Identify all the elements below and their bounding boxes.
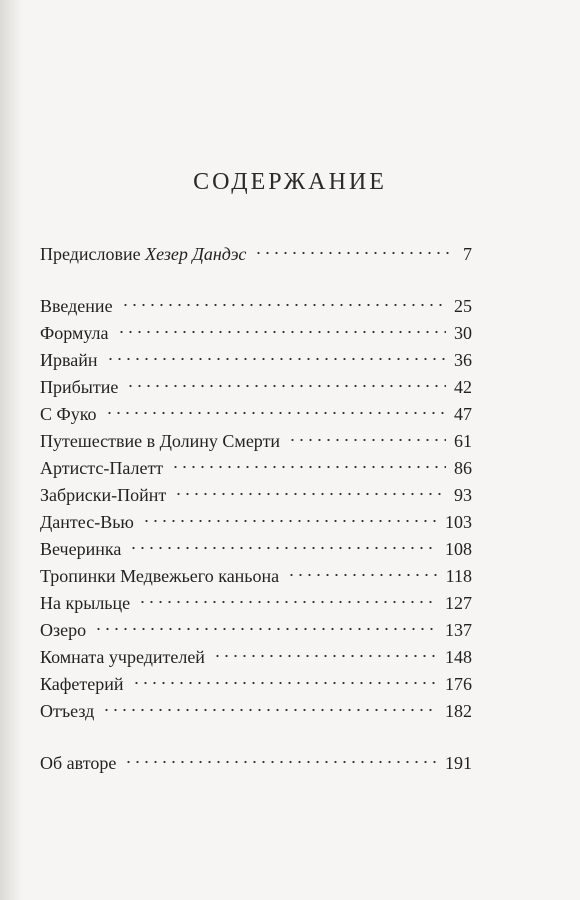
toc-entry (40, 509, 472, 535)
page-gutter-shadow (0, 0, 22, 900)
toc-entry-page: 127 (445, 593, 472, 613)
toc-entry-page: 176 (445, 674, 472, 694)
toc-entry (40, 698, 472, 724)
dot-leader (129, 546, 437, 550)
toc-entry-label: Артистс-Палетт (40, 458, 164, 478)
toc-entry-label: Формула (40, 323, 109, 343)
toc-entry (40, 617, 472, 643)
toc-entry-label: Кафетерий (40, 674, 124, 694)
toc-entry-label: Озеро (40, 620, 87, 640)
dot-leader (121, 303, 446, 307)
toc-entry (40, 671, 472, 697)
page-title: СОДЕРЖАНИЕ (193, 169, 387, 196)
toc-entry-label: На крыльце (40, 593, 131, 613)
dot-leader (288, 438, 446, 442)
dot-leader (142, 519, 437, 523)
toc-entry (40, 320, 472, 346)
dot-leader (213, 654, 437, 658)
toc-entry-label: Вечеринка (40, 539, 122, 559)
toc-entry-page: 191 (445, 753, 472, 773)
toc-entry-label: Введение (40, 296, 113, 316)
toc-entry-label: Отъезд (40, 701, 95, 721)
toc-entry-label: Комната учредителей (40, 647, 205, 667)
toc-entry (40, 347, 472, 373)
preface-author: Хезер Дандэс (145, 244, 247, 264)
toc-entry-page: 47 (454, 404, 472, 424)
dot-leader (94, 627, 437, 631)
dot-leader (254, 251, 455, 255)
dot-leader (126, 384, 446, 388)
toc-entry (40, 644, 472, 670)
toc-entry-label: Предисловие Хезер Дандэс (40, 244, 247, 264)
toc-entry-page: 93 (454, 485, 472, 505)
toc-entry-page: 42 (454, 377, 472, 397)
toc-entry (40, 563, 472, 589)
toc-entry-page: 25 (454, 296, 472, 316)
dot-leader (105, 411, 446, 415)
toc-entry (40, 482, 472, 508)
dot-leader (132, 681, 437, 685)
toc-entry (40, 374, 472, 400)
toc-entry (40, 455, 472, 481)
toc-entry-label: Забриски-Пойнт (40, 485, 167, 505)
toc-entry-page: 108 (445, 539, 472, 559)
toc-entry-preface (40, 241, 472, 267)
toc-entry-page: 182 (445, 701, 472, 721)
dot-leader (117, 330, 446, 334)
toc-entry-page: 103 (445, 512, 472, 532)
toc-entry-page: 7 (463, 244, 472, 264)
toc-entry-page: 137 (445, 620, 472, 640)
toc-entry-page: 30 (454, 323, 472, 343)
toc-entry-page: 118 (445, 566, 472, 586)
toc-entry-label: Путешествие в Долину Смерти (40, 431, 281, 451)
dot-leader (287, 573, 438, 577)
dot-leader (171, 465, 446, 469)
toc-entry-page: 36 (454, 350, 472, 370)
toc-entry (40, 401, 472, 427)
toc-entry-page: 148 (445, 647, 472, 667)
toc-entry (40, 293, 472, 319)
toc-entry-page: 86 (454, 458, 472, 478)
toc-entry (40, 428, 472, 454)
dot-leader (174, 492, 446, 496)
toc-entry (40, 536, 472, 562)
toc-entry-label: Об авторе (40, 753, 117, 773)
toc-entry-label: С Фуко (40, 404, 97, 424)
toc-entry-label: Тропинки Медвежьего каньона (40, 566, 280, 586)
toc-entry (40, 590, 472, 616)
dot-leader (102, 708, 437, 712)
toc-entry-label: Прибытие (40, 377, 119, 397)
toc-entry-about-author (40, 750, 472, 776)
dot-leader (138, 600, 437, 604)
toc-entry-label: Ирвайн (40, 350, 98, 370)
dot-leader (124, 760, 437, 764)
toc-entry-label: Дантес-Вью (40, 512, 134, 532)
dot-leader (106, 357, 446, 361)
toc-entry-page: 61 (454, 431, 472, 451)
